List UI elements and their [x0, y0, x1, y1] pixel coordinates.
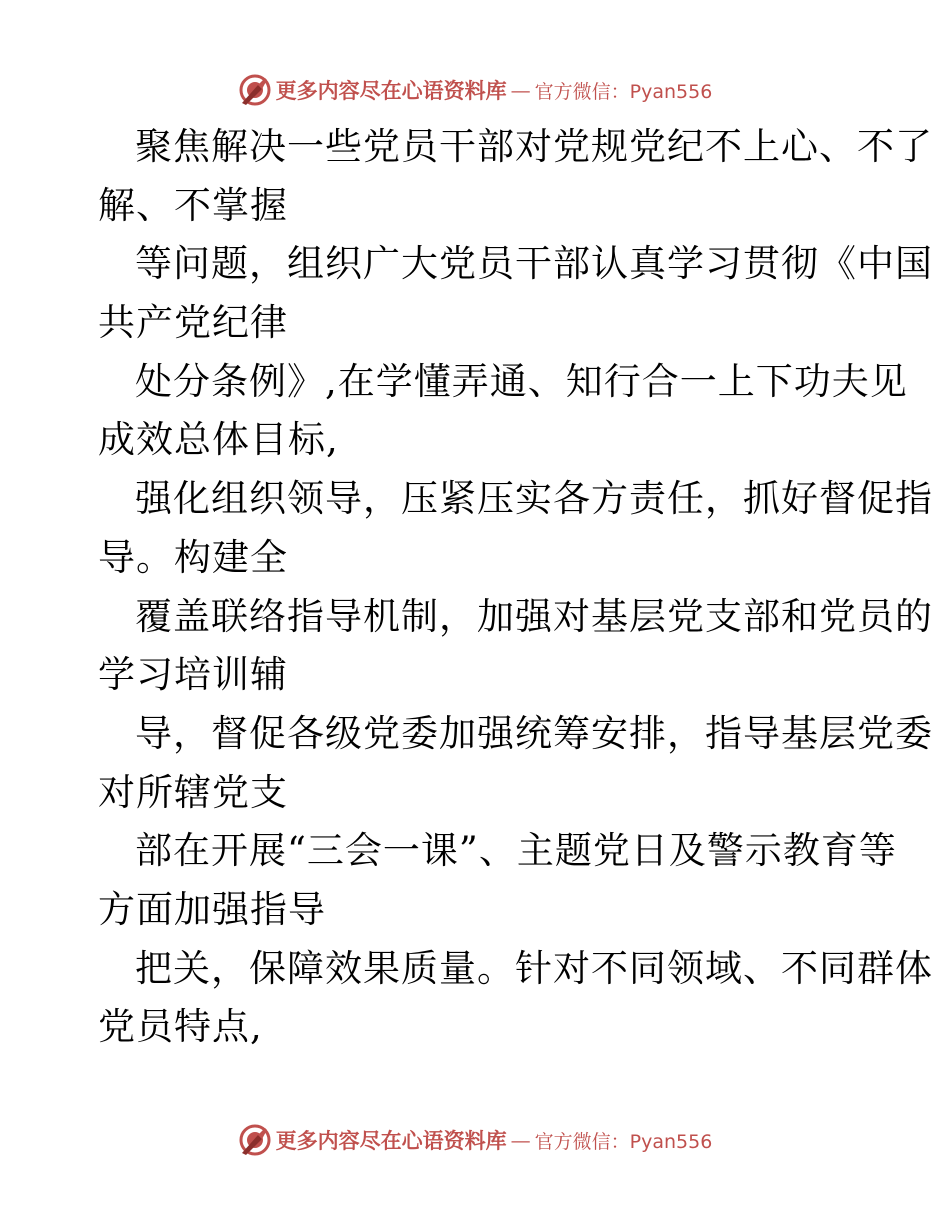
text-line: 处分条例》,在学懂弄通、知行合一上下功夫见 [135, 359, 908, 403]
header-banner-content [238, 73, 713, 107]
text-line: 覆盖联络指导机制，加强对基层党支部和党员的 [135, 594, 933, 638]
footer-banner-content [238, 1123, 713, 1157]
text-line: 等问题，组织广大党员干部认真学习贯彻《中国 [135, 242, 933, 286]
footer-dash: — [510, 1128, 531, 1152]
footer-wechat-text: 官方微信：Pyan556 [534, 1130, 713, 1153]
text-line: 方面加强指导 [98, 887, 326, 931]
text-line: 对所辖党支 [98, 770, 288, 814]
text-line: 成效总体目标, [98, 418, 339, 462]
page-header-banner [0, 70, 950, 110]
text-line: 部在开展“三会一课”、主题党日及警示教育等 [135, 829, 897, 873]
document-body [98, 118, 933, 1057]
text-line: 解、不掌握 [98, 183, 288, 227]
text-line: 学习培训辅 [98, 653, 288, 697]
header-brand-text: 更多内容尽在心语资料库 [275, 78, 507, 103]
header-wechat-text: 官方微信：Pyan556 [534, 80, 713, 103]
text-line: 聚焦解决一些党员干部对党规党纪不上心、不了 [135, 125, 933, 168]
pen-logo-icon [238, 1123, 272, 1157]
text-line: 导。构建全 [98, 535, 288, 579]
pen-logo-icon [238, 73, 272, 107]
text-line: 把关，保障效果质量。针对不同领域、不同群体 [135, 946, 933, 990]
text-line: 强化组织领导，压紧压实各方责任，抓好督促指 [135, 477, 933, 521]
footer-brand-text: 更多内容尽在心语资料库 [275, 1128, 507, 1153]
text-line: 党员特点, [98, 1005, 263, 1049]
text-line: 导，督促各级党委加强统筹安排，指导基层党委 [135, 711, 933, 755]
header-dash: — [510, 78, 531, 102]
page-footer-banner [0, 1120, 950, 1160]
text-line: 共产党纪律 [98, 301, 288, 345]
